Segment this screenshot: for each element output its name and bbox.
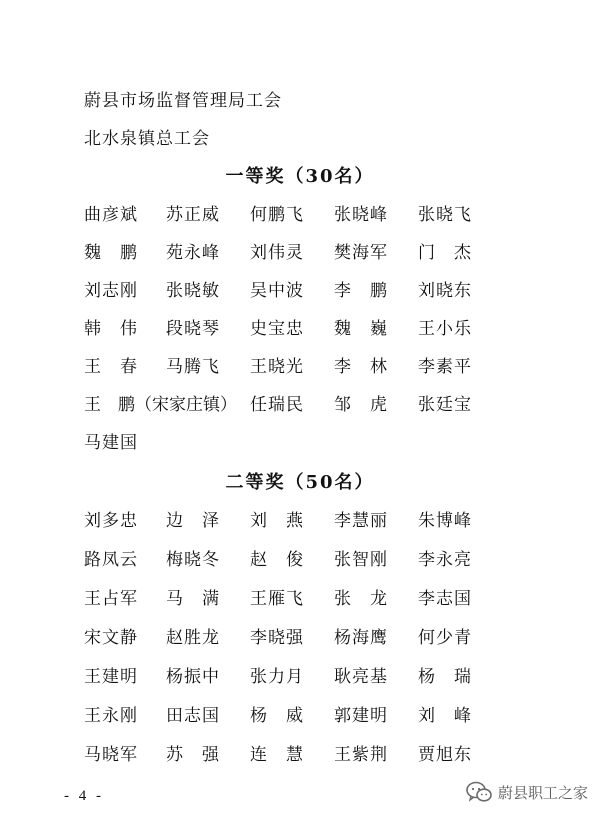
list-item: 刘 燕 bbox=[250, 511, 304, 531]
list-item: 李 林 bbox=[334, 357, 388, 377]
list-item: 马晓军 bbox=[84, 745, 138, 765]
list-item: 任瑞民 bbox=[250, 395, 304, 415]
unit-name-beishuiquan: 北水泉镇总工会 bbox=[84, 129, 210, 149]
list-item: 王小乐 bbox=[418, 319, 472, 339]
list-item: 刘 峰 bbox=[418, 706, 472, 726]
list-item: 王雁飞 bbox=[250, 589, 304, 609]
second-prize-row-1 bbox=[84, 506, 504, 530]
list-item: 张廷宝 bbox=[418, 395, 472, 415]
list-item: 朱博峰 bbox=[418, 511, 472, 531]
list-item: 连 慧 bbox=[250, 745, 304, 765]
list-item: 刘志刚 bbox=[84, 281, 138, 301]
watermark-text: 蔚县职工之家 bbox=[497, 783, 588, 802]
list-item: 王永刚 bbox=[84, 706, 138, 726]
wechat-icon bbox=[466, 781, 492, 803]
list-item: 耿亮基 bbox=[334, 667, 388, 687]
list-item: 苑永峰 bbox=[166, 243, 220, 263]
list-item: 马建国 bbox=[84, 433, 138, 453]
list-item: 张智刚 bbox=[334, 550, 388, 570]
list-item: 李慧丽 bbox=[334, 511, 388, 531]
list-item: 李晓强 bbox=[250, 628, 304, 648]
list-item: 郭建明 bbox=[334, 706, 388, 726]
list-item: 杨振中 bbox=[166, 667, 220, 687]
list-item: 史宝忠 bbox=[250, 319, 304, 339]
page-number: - 4 - bbox=[64, 788, 104, 804]
list-item: 韩 伟 bbox=[84, 319, 138, 339]
first-prize-row-5 bbox=[84, 352, 504, 376]
first-prize-row-4 bbox=[84, 314, 504, 338]
list-item: 边 泽 bbox=[166, 511, 220, 531]
second-prize-row-2 bbox=[84, 545, 504, 569]
list-item: 张 龙 bbox=[334, 589, 388, 609]
list-item: 王 鹏（宋家庄镇） bbox=[84, 395, 237, 415]
list-item: 何少青 bbox=[418, 628, 472, 648]
list-item: 刘伟灵 bbox=[250, 243, 304, 263]
first-prize-row-6 bbox=[84, 390, 504, 414]
list-item: 苏正威 bbox=[166, 205, 220, 225]
list-item: 马腾飞 bbox=[166, 357, 220, 377]
list-item: 张晓飞 bbox=[418, 205, 472, 225]
list-item: 苏 强 bbox=[166, 745, 220, 765]
list-item: 樊海军 bbox=[334, 243, 388, 263]
list-item: 刘多忠 bbox=[84, 511, 138, 531]
second-prize-row-5 bbox=[84, 662, 504, 686]
list-item: 田志国 bbox=[166, 706, 220, 726]
list-item: 杨海鹰 bbox=[334, 628, 388, 648]
list-item: 李素平 bbox=[418, 357, 472, 377]
unit-name-market-supervision: 蔚县市场监督管理局工会 bbox=[84, 91, 282, 111]
first-prize-row-1 bbox=[84, 200, 504, 224]
list-item: 梅晓冬 bbox=[166, 550, 220, 570]
list-item: 刘晓东 bbox=[418, 281, 472, 301]
list-item: 李 鹏 bbox=[334, 281, 388, 301]
list-item: 邹 虎 bbox=[334, 395, 388, 415]
list-item: 路凤云 bbox=[84, 550, 138, 570]
list-item: 吴中波 bbox=[250, 281, 304, 301]
list-item: 王建明 bbox=[84, 667, 138, 687]
list-item: 张晓敏 bbox=[166, 281, 220, 301]
second-prize-row-3 bbox=[84, 584, 504, 608]
list-item: 门 杰 bbox=[418, 243, 472, 263]
list-item: 宋文静 bbox=[84, 628, 138, 648]
list-item: 马 满 bbox=[166, 589, 220, 609]
list-item: 王紫荆 bbox=[334, 745, 388, 765]
first-prize-row-3 bbox=[84, 276, 504, 300]
list-item: 魏 鹏 bbox=[84, 243, 138, 263]
list-item: 王晓光 bbox=[250, 357, 304, 377]
second-prize-heading: 二等奖（50名） bbox=[225, 472, 375, 493]
list-item: 何鹏飞 bbox=[250, 205, 304, 225]
list-item: 赵 俊 bbox=[250, 550, 304, 570]
list-item: 王 春 bbox=[84, 357, 138, 377]
first-prize-heading: 一等奖（30名） bbox=[225, 166, 375, 187]
second-prize-row-7 bbox=[84, 740, 504, 764]
list-item: 贾旭东 bbox=[418, 745, 472, 765]
list-item: 王占军 bbox=[84, 589, 138, 609]
list-item: 杨 瑞 bbox=[418, 667, 472, 687]
list-item: 张晓峰 bbox=[334, 205, 388, 225]
first-prize-row-7 bbox=[84, 428, 504, 452]
list-item: 魏 巍 bbox=[334, 319, 388, 339]
list-item: 段晓琴 bbox=[166, 319, 220, 339]
second-prize-row-4 bbox=[84, 623, 504, 647]
list-item: 李志国 bbox=[418, 589, 472, 609]
list-item: 曲彦斌 bbox=[84, 205, 138, 225]
second-prize-row-6 bbox=[84, 701, 504, 725]
first-prize-row-2 bbox=[84, 238, 504, 262]
list-item: 李永亮 bbox=[418, 550, 472, 570]
list-item: 张力月 bbox=[250, 667, 304, 687]
list-item: 杨 威 bbox=[250, 706, 304, 726]
watermark bbox=[466, 781, 588, 803]
list-item: 赵胜龙 bbox=[166, 628, 220, 648]
